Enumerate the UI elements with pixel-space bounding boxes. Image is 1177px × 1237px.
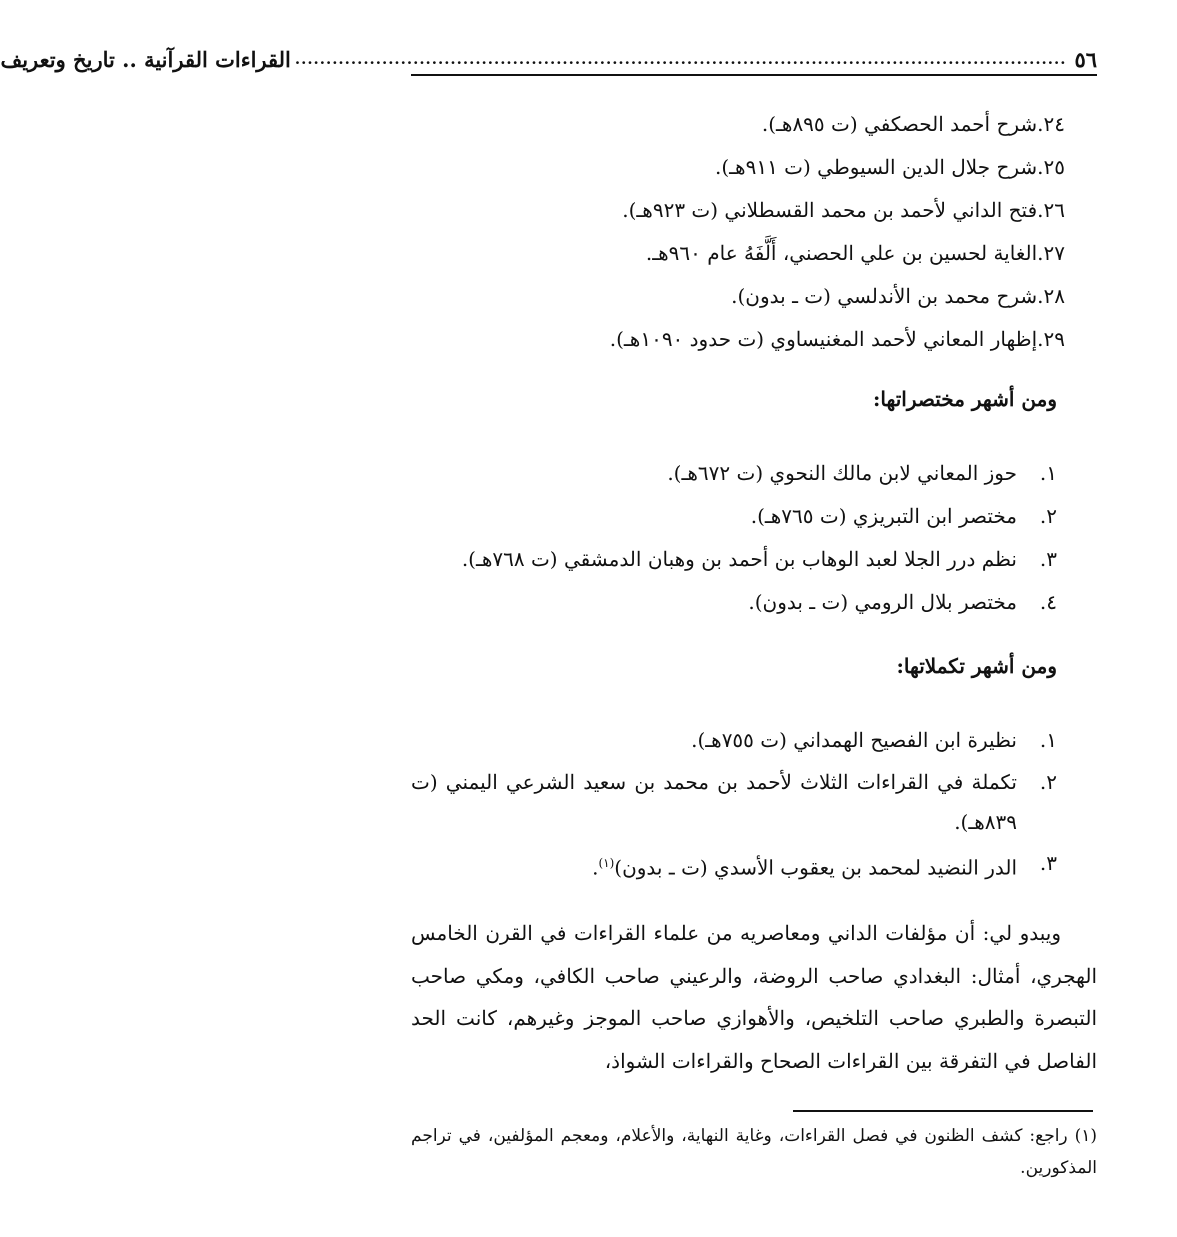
item-text: مختصر ابن التبريزي (ت ٧٦٥هـ). bbox=[750, 504, 1017, 528]
abridgements-list bbox=[417, 452, 1057, 624]
footnote-rule bbox=[793, 1110, 1093, 1112]
item-text-main: الدر النضيد لمحمد بن يعقوب الأسدي (ت ـ بدون) bbox=[614, 855, 1017, 880]
running-header bbox=[0, 34, 1097, 72]
body-paragraph: ويبدو لي: أن مؤلفات الداني ومعاصريه من علماء القراءات في القرن الخامس الهجري، أمثال: البغدادي صاحب الروضة، والرعيني صاحب الكافي، ومكي صاحب التبصرة والطبري صاحب التلخيص، والأهوازي صاحب الموجز وغيرهم، كانت الحد الفاصل في التفرقة بين القراءات الصحاح والقراءات الشواذ، bbox=[411, 921, 1097, 1073]
footnote-reference[interactable]: (١) bbox=[598, 856, 615, 870]
list-item bbox=[417, 581, 1057, 624]
item-number: ٤. bbox=[1039, 590, 1057, 614]
list-item bbox=[411, 762, 1057, 842]
header-leader-dots: ............................................................................................................................ bbox=[294, 50, 1067, 68]
list-item bbox=[417, 495, 1057, 538]
list-item: ٢٥.شرح جلال الدين السيوطي (ت ٩١١هـ). bbox=[715, 155, 1065, 179]
list-item bbox=[411, 842, 1057, 885]
item-text: نظيرة ابن الفصيح الهمداني (ت ٧٥٥هـ). bbox=[691, 728, 1017, 752]
item-text-end: . bbox=[592, 855, 599, 880]
page-number: ٥٦ bbox=[1074, 47, 1097, 72]
item-number: ١. bbox=[1039, 461, 1057, 485]
list-item: ٢٩.إظهار المعاني لأحمد المغنيساوي (ت حدود ١٠٩٠هـ). bbox=[609, 327, 1065, 351]
item-text: تكملة في القراءات الثلاث لأحمد بن محمد بن سعيد الشرعي اليمني (ت ٨٣٩هـ). bbox=[411, 770, 1017, 834]
list-item: ٢٧.الغاية لحسين بن علي الحصني، أَلَّفَهُ عام ٩٦٠هـ. bbox=[645, 241, 1065, 265]
item-text: نظم درر الجلا لعبد الوهاب بن أحمد بن وهبان الدمشقي (ت ٧٦٨هـ). bbox=[461, 547, 1017, 571]
list-item: ٢٤.شرح أحمد الحصكفي (ت ٨٩٥هـ). bbox=[761, 112, 1065, 136]
supplements-heading: ومن أشهر تكملاتها: bbox=[896, 654, 1057, 678]
supplements-list bbox=[411, 719, 1057, 885]
commentaries-list bbox=[425, 103, 1065, 361]
item-text bbox=[411, 842, 1017, 885]
list-item: ٢٦.فتح الداني لأحمد بن محمد القسطلاني (ت ٩٢٣هـ). bbox=[622, 198, 1065, 222]
item-number: ٣. bbox=[1039, 547, 1057, 571]
abridgements-heading: ومن أشهر مختصراتها: bbox=[873, 387, 1057, 411]
item-text: حوز المعاني لابن مالك النحوي (ت ٦٧٢هـ). bbox=[667, 461, 1017, 485]
list-item bbox=[411, 719, 1057, 762]
header-rule bbox=[411, 74, 1097, 76]
footnote: (١) راجع: كشف الظنون في فصل القراءات، وغاية النهاية، والأعلام، ومعجم المؤلفين، في تراجم المذكورين. bbox=[411, 1126, 1097, 1178]
item-number: ٢. bbox=[1039, 504, 1057, 528]
item-number: ١. bbox=[1039, 728, 1057, 752]
item-number: ٣. bbox=[1039, 851, 1057, 875]
list-item bbox=[417, 538, 1057, 581]
item-text: مختصر بلال الرومي (ت ـ بدون). bbox=[748, 590, 1017, 614]
list-item bbox=[417, 452, 1057, 495]
list-item: ٢٨.شرح محمد بن الأندلسي (ت ـ بدون). bbox=[731, 284, 1065, 308]
item-number: ٢. bbox=[1039, 770, 1057, 794]
header-title: القراءات القرآنية .. تاريخ وتعريف bbox=[0, 47, 291, 72]
